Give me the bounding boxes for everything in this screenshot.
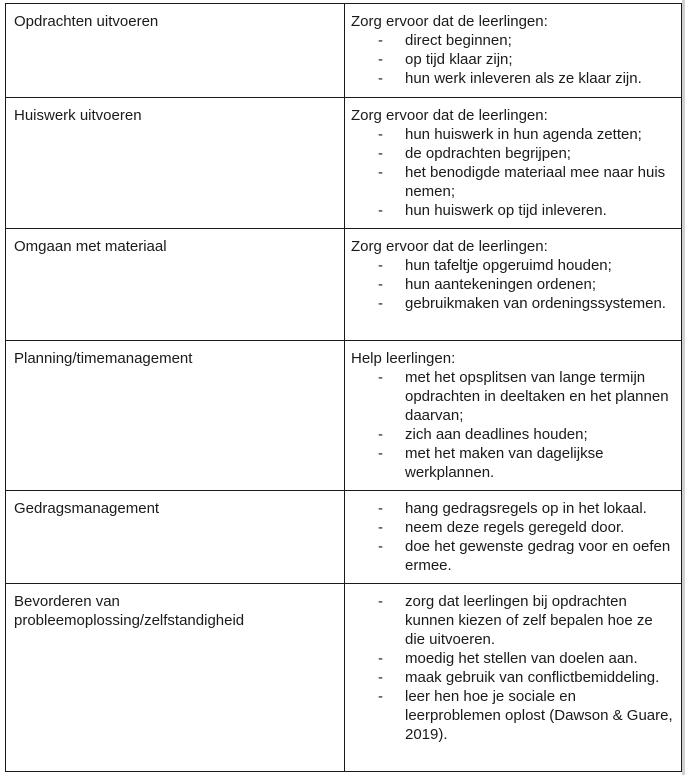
dash-bullet-icon: -	[378, 669, 383, 686]
list-item: - neem deze regels geregeld door.	[378, 519, 625, 536]
dash-bullet-icon: -	[378, 688, 383, 705]
dash-bullet-icon: -	[378, 257, 383, 274]
intro-text: Zorg ervoor dat de leerlingen:	[351, 107, 548, 124]
intro-text: Help leerlingen:	[351, 350, 456, 367]
bullet-list	[351, 31, 673, 88]
list-item: - op tijd klaar zijn;	[378, 51, 513, 68]
bullet-list	[351, 256, 673, 313]
list-item: - zich aan deadlines houden;	[378, 426, 588, 443]
dash-bullet-icon: -	[378, 202, 383, 219]
dash-bullet-icon: -	[378, 295, 383, 312]
dash-bullet-icon: -	[378, 51, 383, 68]
list-item: - de opdrachten begrijpen;	[378, 145, 571, 162]
list-item: - gebruikmaken van ordeningssystemen.	[378, 295, 666, 312]
dash-bullet-icon: -	[378, 593, 383, 610]
list-item: - direct beginnen;	[378, 32, 512, 49]
category-cell: Opdrachten uitvoeren	[14, 13, 159, 30]
dash-bullet-icon: -	[378, 126, 383, 143]
dash-bullet-icon: -	[378, 500, 383, 517]
list-item: - hun werk inleveren als ze klaar zijn.	[378, 70, 642, 87]
dash-bullet-icon: -	[378, 426, 383, 443]
bullet-list	[351, 592, 673, 744]
table-row	[6, 341, 682, 491]
intro-text: Zorg ervoor dat de leerlingen:	[351, 13, 548, 30]
table-row	[6, 584, 682, 772]
category-cell: Gedragsmanagement	[14, 500, 160, 517]
intro-text: Zorg ervoor dat de leerlingen:	[351, 238, 548, 255]
dash-bullet-icon: -	[378, 538, 383, 555]
table-row	[6, 98, 682, 229]
list-item: - leer hen hoe je sociale en leerproblemen oplost (Dawson & Guare, 2019).	[378, 688, 673, 743]
dash-bullet-icon: -	[378, 519, 383, 536]
list-item: - doe het gewenste gedrag voor en oefen ermee.	[378, 538, 671, 574]
list-item: - moedig het stellen van doelen aan.	[378, 650, 638, 667]
table-row	[6, 229, 682, 341]
dash-bullet-icon: -	[378, 276, 383, 293]
list-item: - hun huiswerk op tijd inleveren.	[378, 202, 607, 219]
list-item: - het benodigde materiaal mee naar huis nemen;	[378, 164, 666, 200]
category-cell: Planning/timemanagement	[14, 350, 193, 367]
dash-bullet-icon: -	[378, 32, 383, 49]
dash-bullet-icon: -	[378, 70, 383, 87]
category-cell: Omgaan met materiaal	[14, 238, 167, 255]
strategy-table	[5, 3, 682, 772]
list-item: - met het maken van dagelijkse werkplannen.	[378, 445, 604, 481]
list-item: - hang gedragsregels op in het lokaal.	[378, 500, 647, 517]
table-row	[6, 4, 682, 98]
dash-bullet-icon: -	[378, 164, 383, 181]
dash-bullet-icon: -	[378, 145, 383, 162]
list-item: - hun tafeltje opgeruimd houden;	[378, 257, 612, 274]
list-item: - hun huiswerk in hun agenda zetten;	[378, 126, 642, 143]
list-item: - maak gebruik van conflictbemiddeling.	[378, 669, 660, 686]
bullet-list	[351, 125, 673, 220]
list-item: - hun aantekeningen ordenen;	[378, 276, 597, 293]
category-cell: Bevorderen van probleemoplossing/zelfstandigheid	[14, 593, 245, 629]
dash-bullet-icon: -	[378, 369, 383, 386]
table-row	[6, 491, 682, 584]
dash-bullet-icon: -	[378, 445, 383, 462]
list-item: - met het opsplitsen van lange termijn opdrachten in deeltaken en het plannen daarvan;	[378, 369, 669, 424]
bullet-list	[351, 499, 673, 575]
list-item: - zorg dat leerlingen bij opdrachten kunnen kiezen of zelf bepalen hoe ze die uitvoeren.	[378, 593, 653, 648]
dash-bullet-icon: -	[378, 650, 383, 667]
category-cell: Huiswerk uitvoeren	[14, 107, 142, 124]
bullet-list	[351, 368, 673, 482]
